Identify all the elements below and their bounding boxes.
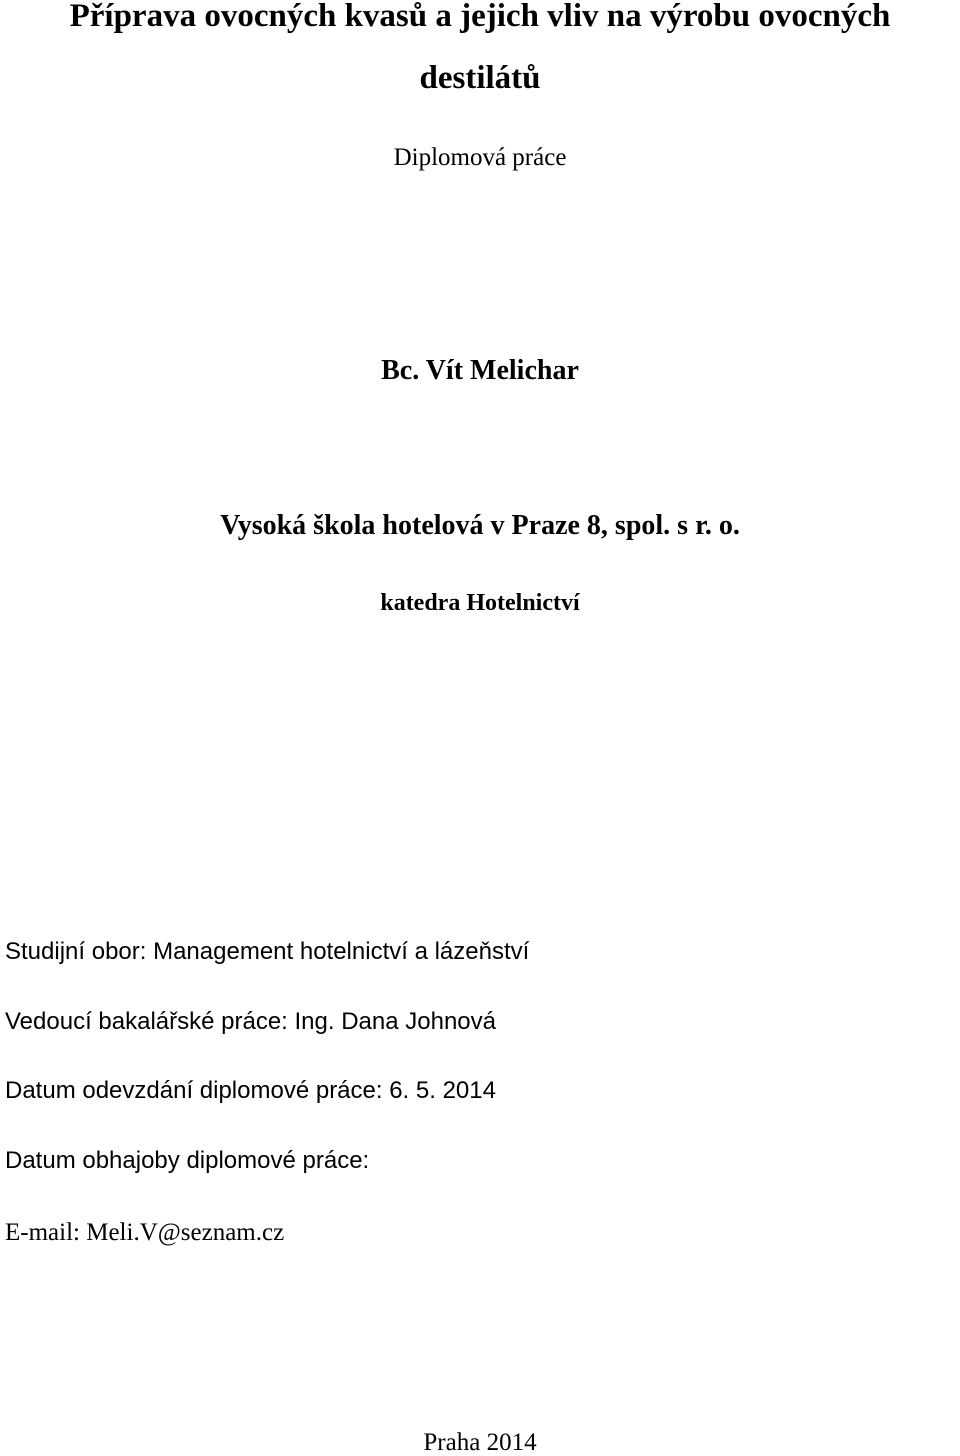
supervisor: Vedoucí bakalářské práce: Ing. Dana Johnová (5, 1008, 496, 1035)
submission-date: Datum odevzdání diplomové práce: 6. 5. 2014 (5, 1077, 496, 1104)
email: E-mail: Meli.V@seznam.cz (5, 1219, 285, 1246)
author-name: Bc. Vít Melichar (381, 355, 579, 386)
defense-date: Datum obhajoby diplomové práce: (5, 1147, 370, 1174)
thesis-type: Diplomová práce (393, 144, 567, 171)
field-of-study: Studijní obor: Management hotelnictví a lázeňství (5, 938, 530, 965)
thesis-title-line-1: Příprava ovocných kvasů a jejich vliv na výrobu ovocných (69, 0, 891, 34)
place-and-year: Praha 2014 (423, 1429, 537, 1456)
thesis-title-line-2: destilátů (419, 60, 541, 96)
department-name: katedra Hotelnictví (380, 590, 580, 616)
school-name: Vysoká škola hotelová v Praze 8, spol. s r. o. (220, 510, 740, 541)
